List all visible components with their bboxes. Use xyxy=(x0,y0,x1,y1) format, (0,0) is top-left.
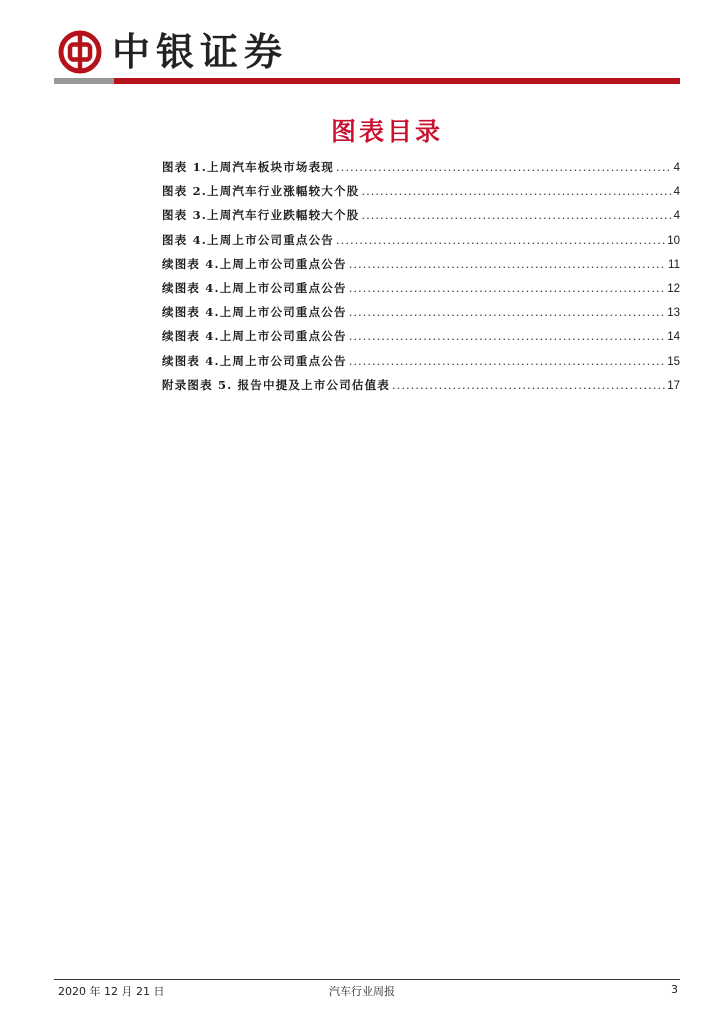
toc-entry[interactable] xyxy=(162,301,680,325)
toc-entry-label: 图表 2.上周汽车行业涨幅较大个股 xyxy=(162,184,360,199)
toc-leader-dots xyxy=(336,156,672,178)
toc-entry-label: 续图表 4.上周上市公司重点公告 xyxy=(162,329,347,344)
toc-leader-dots xyxy=(361,180,671,202)
toc-entry-label: 续图表 4.上周上市公司重点公告 xyxy=(162,256,347,271)
toc-entry-page: 17 xyxy=(667,379,680,392)
toc-title: 图表目录 xyxy=(330,117,443,146)
toc-leader-dots xyxy=(349,253,666,275)
toc-entry-label: 附录图表 5. 报告中提及上市公司估值表 xyxy=(162,377,391,392)
toc-entry[interactable] xyxy=(162,204,680,228)
toc-list xyxy=(162,156,680,398)
toc-entry-page: 10 xyxy=(667,234,680,247)
toc-entry[interactable] xyxy=(162,253,680,277)
header-rule-red xyxy=(114,78,680,84)
header-rule-grey xyxy=(54,78,114,84)
toc-leader-dots xyxy=(349,301,665,323)
toc-entry-label: 续图表 4.上周上市公司重点公告 xyxy=(162,353,347,368)
footer-date: 2020 年 12 月 21 日 xyxy=(58,985,165,998)
toc-entry-page: 14 xyxy=(667,331,680,344)
toc-entry-label: 续图表 4.上周上市公司重点公告 xyxy=(162,280,347,295)
bank-of-china-logo-icon xyxy=(58,30,102,74)
footer-report-title: 汽车行业周报 xyxy=(329,985,395,998)
brand-logo xyxy=(58,30,288,74)
toc-leader-dots xyxy=(349,350,665,372)
footer-rule xyxy=(54,979,680,980)
toc-entry-page: 4 xyxy=(673,162,680,174)
toc-entry-page: 13 xyxy=(667,307,680,320)
toc-entry-page: 15 xyxy=(667,355,680,368)
toc-entry[interactable] xyxy=(162,156,680,180)
toc-entry-label: 图表 4.上周上市公司重点公告 xyxy=(162,232,335,247)
toc-leader-dots xyxy=(349,325,665,347)
toc-entry-label: 图表 3.上周汽车行业跌幅较大个股 xyxy=(162,208,360,223)
toc-entry[interactable] xyxy=(162,350,680,374)
brand-name: 中银证券 xyxy=(112,29,289,74)
footer-page-number: 3 xyxy=(671,983,678,996)
toc-entry-page: 12 xyxy=(667,282,680,295)
toc-leader-dots xyxy=(361,204,671,226)
toc-entry[interactable] xyxy=(162,277,680,301)
toc-entry[interactable] xyxy=(162,325,680,349)
toc-entry[interactable] xyxy=(162,374,680,398)
toc-entry[interactable] xyxy=(162,180,680,204)
toc-entry-label: 图表 1.上周汽车板块市场表现 xyxy=(162,160,335,174)
toc-entry-label: 续图表 4.上周上市公司重点公告 xyxy=(162,305,347,320)
toc-entry-page: 11 xyxy=(668,258,680,271)
toc-leader-dots xyxy=(392,374,665,396)
toc-entry[interactable] xyxy=(162,229,680,253)
toc-leader-dots xyxy=(336,229,665,251)
toc-leader-dots xyxy=(349,277,665,299)
toc-entry-page: 4 xyxy=(673,210,680,223)
toc-entry-page: 4 xyxy=(673,186,680,199)
